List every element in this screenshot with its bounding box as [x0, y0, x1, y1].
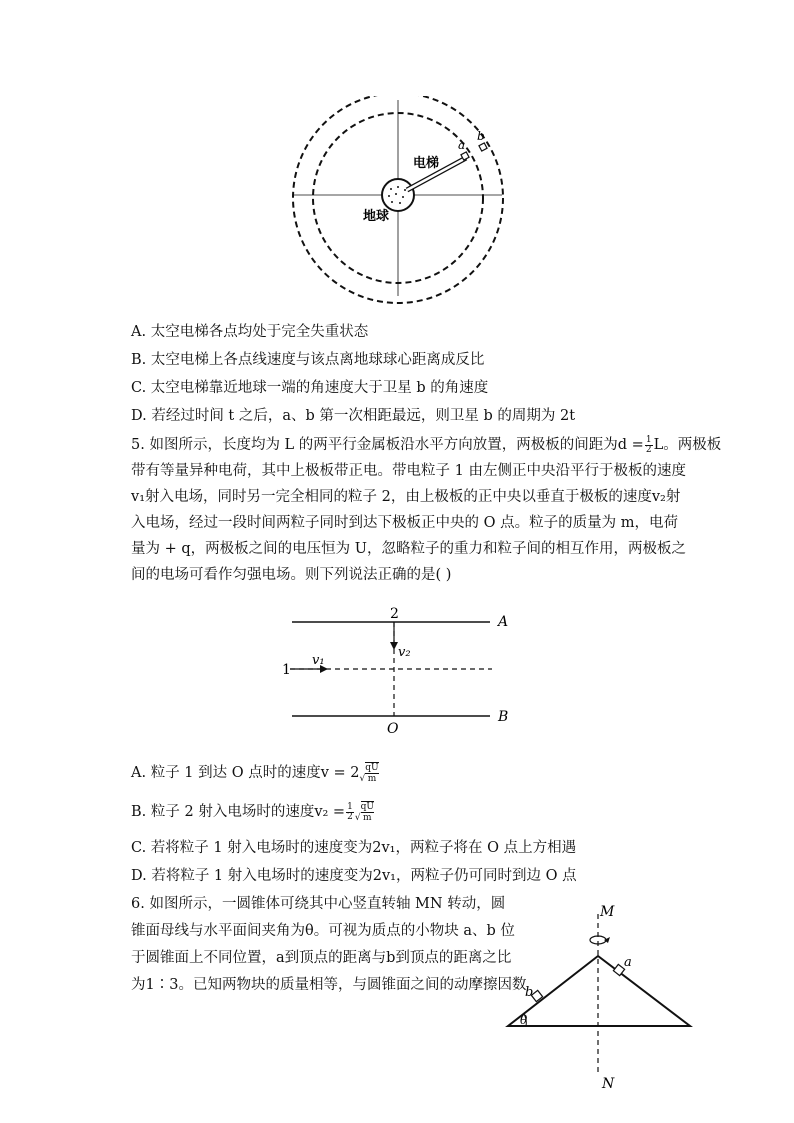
q5-stem-body: 带有等量异种电荷，其中上极板带正电。带电粒子 1 由左侧正中央沿平行于极板的速度v₁射入电场，同时另一完全相同的粒子 2，由上极板的正中央以垂直于极板的速度v₂射入电场，经过一段时间两粒子同时到达下极板正中央的 O 点。粒子的质量为 m，电荷量为 + q，两极板之间的电压恒为 U，忽略粒子的重力和粒子间的相互作用，两极板之间的电场可看作匀强电场。则下列说法正确的是( ): [131, 463, 686, 583]
q4-option-d: D. 若经过时间 t 之后，a、b 第一次相距最远，则卫星 b 的周期为 2t: [131, 408, 576, 424]
point-o-label: O: [387, 721, 399, 736]
q6-stem-line3: 于圆锥面上不同位置，a到顶点的距离与b到顶点的距离之比: [131, 950, 512, 966]
point-a-label: a: [458, 138, 466, 152]
q5-option-b: B. 粒子 2 射入电场时的速度v₂ = $\frac{1}{2}$ √ $\frac{qU}{m}$: [131, 801, 374, 823]
q5-option-c: C. 若将粒子 1 射入电场时的速度变为2v₁，两粒子将在 O 点上方相遇: [131, 840, 577, 856]
parallel-plates-figure: [280, 604, 520, 736]
rotating-cone-figure: [500, 896, 700, 1096]
block-a-label: a: [624, 955, 632, 970]
q5-option-d: D. 若将粒子 1 射入电场时的速度变为2v₁，两粒子仍可同时到边 O 点: [131, 868, 577, 884]
block-b-label: b: [525, 985, 534, 1000]
plate-b-label: B: [498, 709, 509, 725]
space-elevator-figure: [290, 96, 505, 308]
point-b-label: b: [477, 129, 485, 143]
plate-a-label: A: [498, 614, 509, 630]
q6-stem-line2: 锥面母线与水平面间夹角为θ。可视为质点的小物块 a、b 位: [131, 923, 515, 939]
v2-label: v₂: [398, 645, 411, 660]
q6-stem-line1: 6. 如图所示，一圆锥体可绕其中心竖直转轴 MN 转动，圆: [131, 896, 506, 912]
axis-m-label: M: [600, 904, 615, 920]
q5-option-a: A. 粒子 1 到达 O 点时的速度v = 2√ $\frac{qU}{m}$: [131, 763, 379, 784]
earth-label: 地球: [363, 209, 390, 224]
elevator-label: 电梯: [413, 156, 440, 171]
q5-stem-line1: 5. 如图所示，长度均为 L 的两平行金属板沿水平方向放置，两极板的间距为d = $\frac{1}{2}$ L。两极板: [131, 434, 722, 455]
particle-2-label: 2: [390, 606, 399, 622]
q4-option-b: B. 太空电梯上各点线速度与该点离地球球心距离成反比: [131, 352, 485, 368]
angle-theta-label: θ: [520, 1013, 528, 1027]
q4-option-a: A. 太空电梯各点均处于完全失重状态: [131, 324, 369, 340]
axis-n-label: N: [602, 1076, 615, 1092]
q4-option-c: C. 太空电梯靠近地球一端的角速度大于卫星 b 的角速度: [131, 380, 489, 396]
particle-1-label: 1: [282, 662, 291, 678]
q6-stem-line4: 为1∶3。已知两物块的质量相等，与圆锥面之间的动摩擦因数: [131, 977, 527, 993]
v1-label: v₁: [312, 653, 325, 668]
